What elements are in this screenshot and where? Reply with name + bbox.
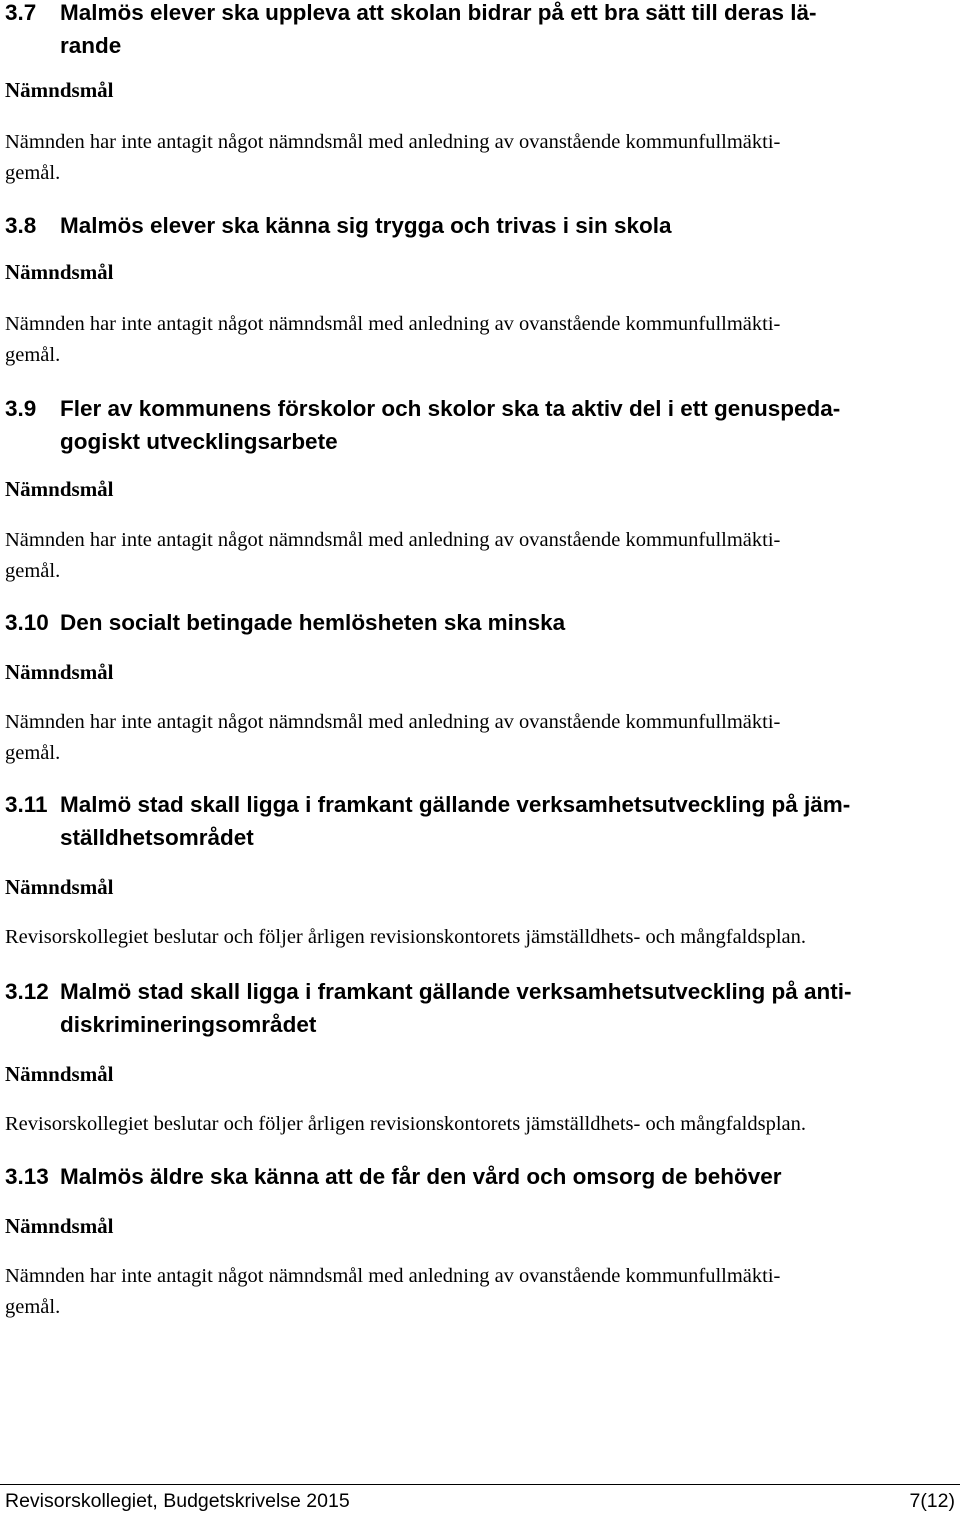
section-3-13 [5,1160,955,1318]
section-title: Den socialt betingade hemlösheten ska minska [60,610,566,635]
section-3-10 [5,606,955,764]
section-3-7 [5,0,955,184]
footer-page-number: 7(12) [909,1490,955,1512]
section-title: Malmös äldre ska känna att de får den vård och omsorg de behöver [60,1164,782,1189]
section-heading [5,1160,955,1193]
section-number: 3.13 [5,1164,49,1189]
section-title: Malmös elever ska känna sig trygga och trivas i sin skola [60,213,672,238]
subheading-namndsmal: Nämndsmål [5,477,114,501]
section-3-8 [5,209,955,366]
section-number: 3.7 [5,0,37,25]
section-heading [5,209,955,242]
page-footer [5,1488,955,1514]
footer-divider [0,1484,960,1485]
section-heading [5,606,955,639]
section-heading [5,788,955,854]
section-body-text: Nämnden har inte antagit något nämndsmål med anledning av ovanstående kommunfullmäkti- gemål. [5,131,781,184]
section-title: Malmö stad skall ligga i framkant gällande verksamhetsutveckling på anti- diskrimineringsområdet [60,979,852,1037]
footer-document-title: Revisorskollegiet, Budgetskrivelse 2015 [5,1490,350,1512]
section-heading [5,975,955,1041]
subheading-namndsmal: Nämndsmål [5,875,114,899]
section-3-12 [5,975,955,1135]
section-title: Malmö stad skall ligga i framkant gällande verksamhetsutveckling på jäm- ställdhetsområdet [60,792,851,850]
section-heading [5,0,955,62]
section-heading [5,392,955,458]
subheading-namndsmal: Nämndsmål [5,660,114,684]
section-body-text: Nämnden har inte antagit något nämndsmål med anledning av ovanstående kommunfullmäkti- gemål. [5,711,781,764]
section-title: Fler av kommunens förskolor och skolor ska ta aktiv del i ett genuspeda- gogiskt utvecklingsarbete [60,396,841,454]
section-3-11 [5,788,955,948]
subheading-namndsmal: Nämndsmål [5,78,114,102]
section-body-text: Revisorskollegiet beslutar och följer årligen revisionskontorets jämställdhets- och mångfaldsplan. [5,926,807,948]
section-3-9 [5,392,955,582]
section-number: 3.8 [5,213,37,238]
section-title: Malmös elever ska uppleva att skolan bidrar på ett bra sätt till deras lä- rande [60,0,817,58]
section-number: 3.11 [5,792,48,817]
section-body-text: Nämnden har inte antagit något nämndsmål med anledning av ovanstående kommunfullmäkti- gemål. [5,313,781,366]
section-number: 3.9 [5,396,37,421]
subheading-namndsmal: Nämndsmål [5,260,114,284]
section-body-text: Nämnden har inte antagit något nämndsmål med anledning av ovanstående kommunfullmäkti- gemål. [5,1265,781,1318]
section-body-text: Revisorskollegiet beslutar och följer årligen revisionskontorets jämställdhets- och mångfaldsplan. [5,1113,807,1135]
section-body-text: Nämnden har inte antagit något nämndsmål med anledning av ovanstående kommunfullmäkti- gemål. [5,529,781,582]
subheading-namndsmal: Nämndsmål [5,1214,114,1238]
subheading-namndsmal: Nämndsmål [5,1062,114,1086]
section-number: 3.12 [5,979,49,1004]
section-number: 3.10 [5,610,49,635]
